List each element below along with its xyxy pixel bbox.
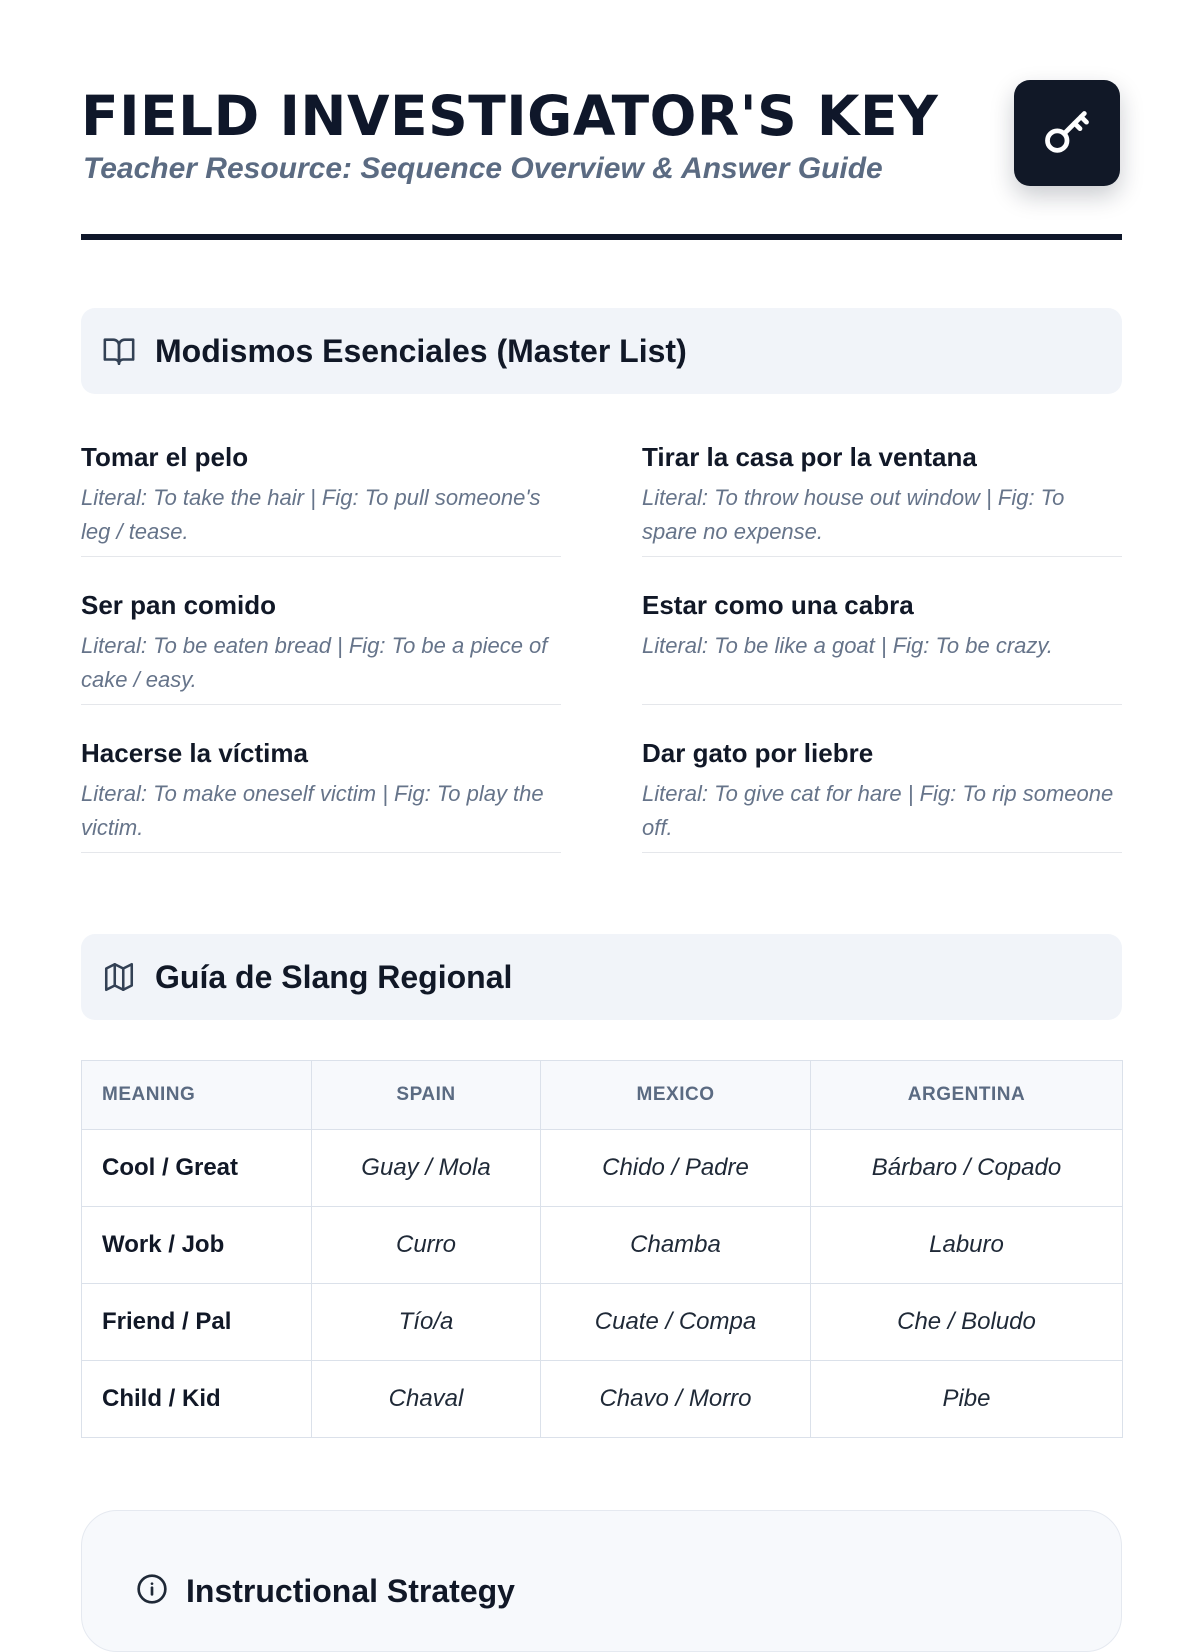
idiom-term: Estar como una cabra (642, 590, 914, 620)
slang-section-title: Guía de Slang Regional (155, 958, 513, 995)
info-icon (136, 1573, 168, 1610)
idioms-section-header (81, 308, 1122, 394)
table-cell: Guay / Mola (312, 1130, 541, 1207)
list-item (81, 578, 561, 705)
table-cell: Curro (312, 1207, 541, 1284)
idiom-meaning: Literal: To be eaten bread | Fig: To be a piece of cake / easy. (81, 633, 548, 692)
idiom-term: Tirar la casa por la ventana (642, 442, 977, 472)
table-row (82, 1284, 1123, 1361)
table-cell: Chamba (541, 1207, 811, 1284)
table-row (82, 1361, 1123, 1438)
column-header: ARGENTINA (811, 1061, 1123, 1130)
table-cell: Friend / Pal (82, 1284, 312, 1361)
list-item (81, 726, 561, 853)
page-subtitle: Teacher Resource: Sequence Overview & Answer Guide (83, 152, 883, 185)
table-cell: Chaval (312, 1361, 541, 1438)
list-item (642, 578, 1122, 705)
idiom-term: Ser pan comido (81, 590, 277, 620)
slang-section-header (81, 934, 1122, 1020)
table-cell: Chavo / Morro (541, 1361, 811, 1438)
table-cell: Pibe (811, 1361, 1123, 1438)
table-row (82, 1130, 1123, 1207)
idioms-section-title: Modismos Esenciales (Master List) (155, 332, 687, 369)
column-header: MEXICO (541, 1061, 811, 1130)
idiom-meaning: Literal: To take the hair | Fig: To pull someone's leg / tease. (81, 485, 541, 544)
key-icon (1041, 107, 1093, 159)
list-item (642, 430, 1122, 557)
map-icon (101, 959, 137, 995)
key-badge (1014, 80, 1120, 186)
book-open-icon (101, 333, 137, 369)
table-cell: Cool / Great (82, 1130, 312, 1207)
idiom-term: Dar gato por liebre (642, 738, 874, 768)
table-cell: Cuate / Compa (541, 1284, 811, 1361)
list-item (81, 430, 561, 557)
idiom-term: Tomar el pelo (81, 442, 249, 472)
slang-table (81, 1060, 1123, 1438)
table-header-row (82, 1061, 1123, 1130)
page-title: FIELD INVESTIGATOR'S KEY (81, 84, 939, 148)
table-cell: Child / Kid (82, 1361, 312, 1438)
column-header: MEANING (82, 1061, 312, 1130)
table-cell: Bárbaro / Copado (811, 1130, 1123, 1207)
idiom-meaning: Literal: To be like a goat | Fig: To be crazy. (642, 633, 1053, 658)
idiom-term: Hacerse la víctima (81, 738, 308, 768)
strategy-section-title: Instructional Strategy (186, 1573, 515, 1609)
idiom-meaning: Literal: To make oneself victim | Fig: To play the victim. (81, 781, 544, 840)
strategy-card (81, 1510, 1122, 1652)
table-cell: Laburo (811, 1207, 1123, 1284)
idiom-meaning: Literal: To give cat for hare | Fig: To rip someone off. (642, 781, 1114, 840)
table-cell: Work / Job (82, 1207, 312, 1284)
table-cell: Chido / Padre (541, 1130, 811, 1207)
list-item (642, 726, 1122, 853)
header-divider (81, 234, 1122, 240)
table-cell: Che / Boludo (811, 1284, 1123, 1361)
header (81, 80, 1122, 240)
column-header: SPAIN (312, 1061, 541, 1130)
table-row (82, 1207, 1123, 1284)
table-cell: Tío/a (312, 1284, 541, 1361)
idiom-meaning: Literal: To throw house out window | Fig: To spare no expense. (642, 485, 1065, 544)
